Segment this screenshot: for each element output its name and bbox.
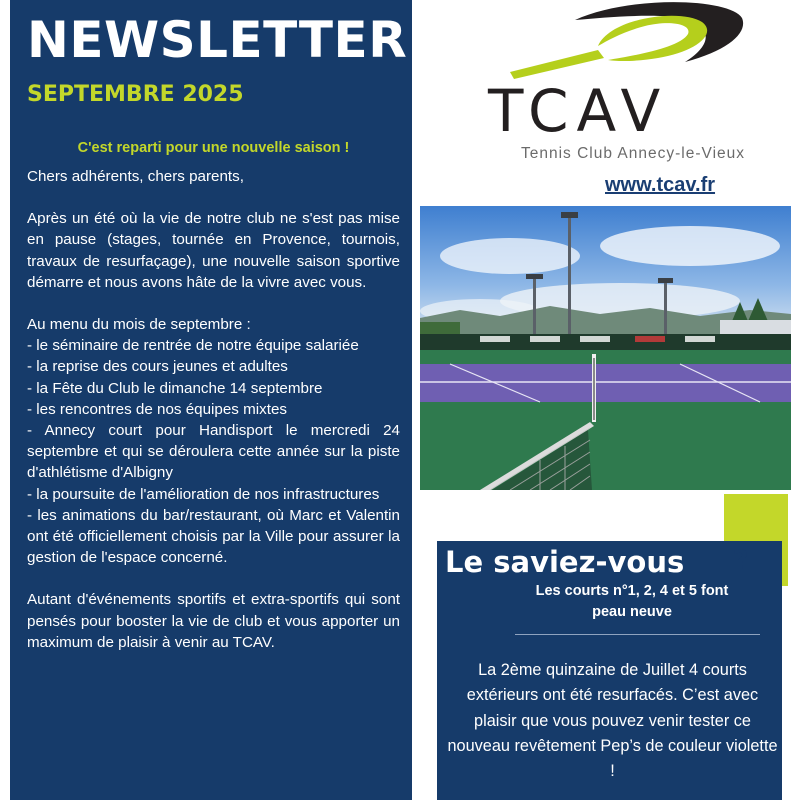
list-item: - Annecy court pour Handisport le mercredi 24 septembre et qui se déroulera cette année sur la piste d'athlétisme d'Albigny <box>27 422 400 482</box>
club-logo <box>480 0 780 170</box>
newsletter-main-panel <box>10 0 412 800</box>
did-you-know-body: La 2ème quinzaine de Juillet 4 courts extérieurs ont été resurfacés. C’est avec plaisir que vous pouvez venir tester ce nouveau revêtement Pep’s de couleur violette ! <box>447 661 778 781</box>
list-item: - le séminaire de rentrée de notre équipe salariée <box>27 337 359 355</box>
did-you-know-box <box>437 541 782 800</box>
list-item: - la Fête du Club le dimanche 14 septembre <box>27 379 323 397</box>
did-you-know-title: Le saviez-vous <box>445 545 685 579</box>
menu-heading: Au menu du mois de septembre : <box>27 316 251 334</box>
logo-name: TCAV <box>488 77 669 145</box>
list-item: - les rencontres de nos équipes mixtes <box>27 400 288 418</box>
logo-subtitle: Tennis Club Annecy-le-Vieux <box>520 145 746 162</box>
list-item: - les animations du bar/restaurant, où Marc et Valentin ont été officiellement choisis par la Ville pour assurer la gestion de l'espace concerné. <box>27 506 400 567</box>
list-item: - la poursuite de l'amélioration de nos infrastructures <box>27 485 380 503</box>
court-illustration <box>420 206 791 490</box>
newsletter-title: NEWSLETTER <box>27 11 408 69</box>
list-item: - la reprise des cours jeunes et adultes <box>27 358 288 376</box>
greeting: Chers adhérents, chers parents, <box>27 168 244 185</box>
tennis-court-photo <box>420 206 791 490</box>
divider <box>515 634 760 635</box>
newsletter-body <box>27 166 400 653</box>
headline: C'est reparti pour une nouvelle saison ! <box>77 140 350 156</box>
did-you-know-subtitle: Les courts n°1, 2, 4 et 5 font peau neuve <box>535 583 729 620</box>
racket-swoosh-icon <box>480 0 780 80</box>
intro-paragraph: Après un été où la vie de notre club ne s'est pas mise en pause (stages, tournée en Provence, tournois, travaux de resurfaçage), une nouvelle saison sportive démarre et nous avons hâte de la vivre avec vous. <box>27 210 400 291</box>
menu-list <box>27 335 400 568</box>
issue-date: SEPTEMBRE 2025 <box>27 82 244 107</box>
closing-paragraph: Autant d'événements sportifs et extra-sportifs qui sont pensés pour booster la vie de club et vous apporter un maximum de plaisir à venir au TCAV. <box>27 591 400 651</box>
website-link[interactable]: www.tcav.fr <box>605 174 716 196</box>
question-mark: ? <box>733 545 749 576</box>
